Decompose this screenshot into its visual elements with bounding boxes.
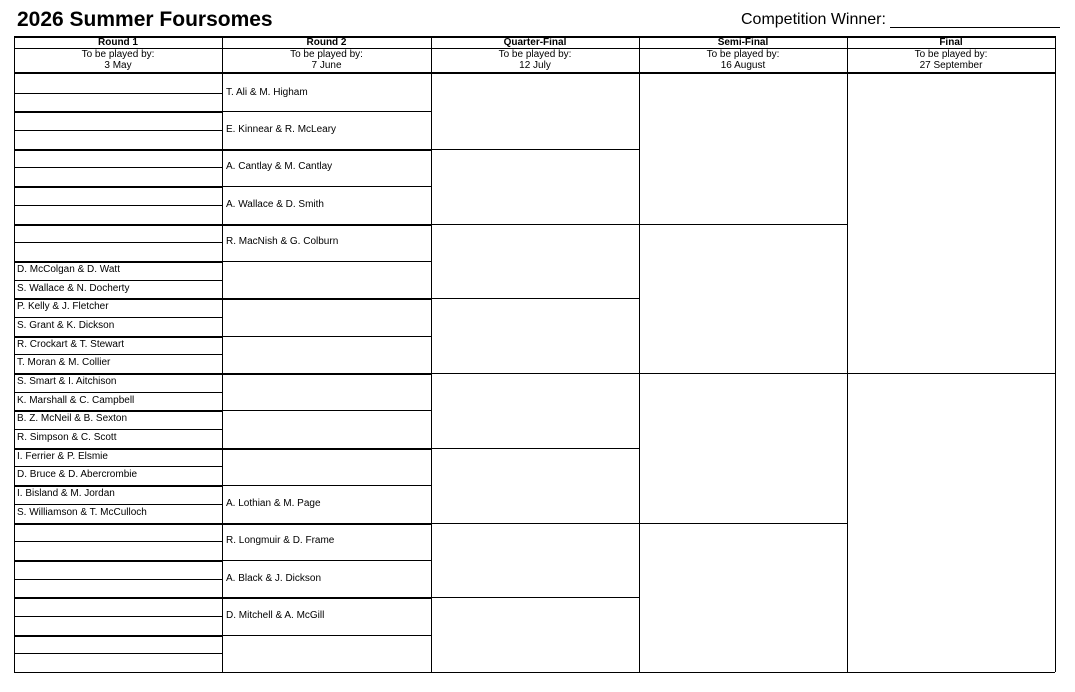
quarter-final-slot-line bbox=[431, 448, 639, 449]
round1-slot-line bbox=[14, 504, 222, 505]
column-line-4 bbox=[847, 36, 848, 672]
round2-slot-line bbox=[222, 448, 431, 450]
quarter-final-slot-line bbox=[431, 149, 639, 150]
round2-slot-line bbox=[222, 410, 431, 411]
semi-final-slot-line bbox=[639, 224, 847, 225]
round1-entry: I. Bisland & M. Jordan bbox=[17, 488, 115, 500]
final-slot-line bbox=[847, 373, 1055, 374]
round2-entry: T. Ali & M. Higham bbox=[226, 86, 308, 98]
round1-entry: S. Wallace & N. Docherty bbox=[17, 282, 130, 294]
round2-slot-line bbox=[222, 560, 431, 561]
round-header-5: Final bbox=[939, 37, 963, 48]
round1-slot-line bbox=[14, 167, 222, 168]
round-deadline-label-1: To be played by: bbox=[81, 49, 155, 60]
round2-entry: E. Kinnear & R. McLeary bbox=[226, 124, 337, 136]
round2-slot-line bbox=[222, 485, 431, 486]
round-deadline-date-5: 27 September bbox=[919, 60, 983, 71]
round1-slot-line bbox=[14, 111, 222, 113]
semi-final-slot-line bbox=[639, 373, 847, 374]
round-deadline-date-4: 16 August bbox=[720, 60, 766, 71]
round2-entry: A. Black & J. Dickson bbox=[226, 572, 322, 584]
round1-entry: D. Bruce & D. Abercrombie bbox=[17, 469, 138, 481]
round-header-1: Round 1 bbox=[98, 37, 138, 48]
round1-slot-line bbox=[14, 354, 222, 355]
round2-slot-line bbox=[222, 336, 431, 337]
quarter-final-slot-line bbox=[431, 373, 639, 374]
round1-entry: P. Kelly & J. Fletcher bbox=[17, 301, 109, 313]
round1-slot-line bbox=[14, 429, 222, 430]
round2-slot-line bbox=[222, 224, 431, 226]
round1-slot-line bbox=[14, 186, 222, 188]
round-deadline-date-3: 12 July bbox=[519, 60, 551, 71]
round1-slot-line bbox=[14, 597, 222, 599]
round1-slot-line bbox=[14, 261, 222, 263]
round-deadline-date-2: 7 June bbox=[311, 60, 342, 71]
round-header-2: Round 2 bbox=[306, 37, 347, 48]
round1-slot-line bbox=[14, 392, 222, 393]
round1-slot-line bbox=[14, 149, 222, 151]
semi-final-slot-line bbox=[639, 523, 847, 524]
round1-slot-line bbox=[14, 410, 222, 412]
round1-entry: S. Smart & I. Aitchison bbox=[17, 376, 117, 387]
round-deadline-date-1: 3 May bbox=[104, 60, 132, 71]
quarter-final-slot-line bbox=[431, 224, 639, 225]
round1-slot-line bbox=[14, 93, 222, 94]
round1-slot-line bbox=[14, 317, 222, 318]
round2-slot-line bbox=[222, 373, 431, 375]
round2-entry: D. Mitchell & A. McGill bbox=[226, 609, 325, 621]
round1-entry: B. Z. McNeil & B. Sexton bbox=[17, 413, 128, 425]
round1-slot-line bbox=[14, 280, 222, 281]
round2-slot-line bbox=[222, 149, 431, 151]
round1-slot-line bbox=[14, 616, 222, 617]
round2-slot-line bbox=[222, 298, 431, 300]
round-header-3: Quarter-Final bbox=[503, 37, 567, 48]
round1-slot-line bbox=[14, 560, 222, 562]
round2-entry: A. Wallace & D. Smith bbox=[226, 198, 324, 210]
round1-entry: D. McColgan & D. Watt bbox=[17, 263, 120, 275]
round1-slot-line bbox=[14, 373, 222, 375]
round1-slot-line bbox=[14, 298, 222, 300]
bracket-bottom-border bbox=[14, 672, 1055, 673]
quarter-final-slot-line bbox=[431, 298, 639, 299]
round1-slot-line bbox=[14, 653, 222, 654]
round1-entry: I. Ferrier & P. Elsmie bbox=[17, 450, 108, 462]
round2-slot-line bbox=[222, 635, 431, 636]
round1-entry: R. Crockart & T. Stewart bbox=[17, 338, 125, 350]
round2-slot-line bbox=[222, 597, 431, 599]
competition-winner-label: Competition Winner: bbox=[741, 11, 886, 28]
round2-slot-line bbox=[222, 261, 431, 262]
column-line-5 bbox=[1055, 36, 1056, 672]
round1-entry: T. Moran & M. Collier bbox=[17, 357, 111, 369]
round-deadline-label-4: To be played by: bbox=[706, 49, 780, 60]
round-deadline-label-5: To be played by: bbox=[914, 49, 988, 60]
round1-slot-line bbox=[14, 485, 222, 487]
round1-slot-line bbox=[14, 579, 222, 580]
page-title: 2026 Summer Foursomes bbox=[17, 8, 273, 31]
round1-entry: K. Marshall & C. Campbell bbox=[17, 394, 135, 406]
column-line-1 bbox=[222, 36, 223, 672]
column-line-3 bbox=[639, 36, 640, 672]
round2-entry: A. Lothian & M. Page bbox=[226, 497, 321, 509]
round1-slot-line bbox=[14, 242, 222, 243]
round1-slot-line bbox=[14, 541, 222, 542]
round1-slot-line bbox=[14, 224, 222, 226]
round1-slot-line bbox=[14, 205, 222, 206]
column-line-2 bbox=[431, 36, 432, 672]
round1-slot-line bbox=[14, 130, 222, 131]
round1-entry: S. Williamson & T. McCulloch bbox=[17, 506, 147, 518]
round2-slot-line bbox=[222, 186, 431, 187]
round2-entry: R. MacNish & G. Colburn bbox=[226, 236, 339, 248]
round1-entry: R. Simpson & C. Scott bbox=[17, 432, 117, 444]
round2-slot-line bbox=[222, 523, 431, 525]
round1-entry: S. Grant & K. Dickson bbox=[17, 319, 115, 331]
round1-slot-line bbox=[14, 466, 222, 467]
round1-slot-line bbox=[14, 523, 222, 525]
round2-entry: R. Longmuir & D. Frame bbox=[226, 535, 335, 547]
quarter-final-slot-line bbox=[431, 523, 639, 524]
round-header-4: Semi-Final bbox=[717, 37, 769, 48]
round2-slot-line bbox=[222, 111, 431, 112]
round-deadline-label-2: To be played by: bbox=[290, 49, 363, 60]
competition-winner-line bbox=[890, 27, 1060, 28]
round-deadline-label-3: To be played by: bbox=[498, 49, 572, 60]
header-bottom-border bbox=[14, 72, 1055, 74]
round1-slot-line bbox=[14, 448, 222, 450]
round2-entry: A. Cantlay & M. Cantlay bbox=[226, 161, 333, 173]
quarter-final-slot-line bbox=[431, 597, 639, 598]
round1-slot-line bbox=[14, 635, 222, 637]
